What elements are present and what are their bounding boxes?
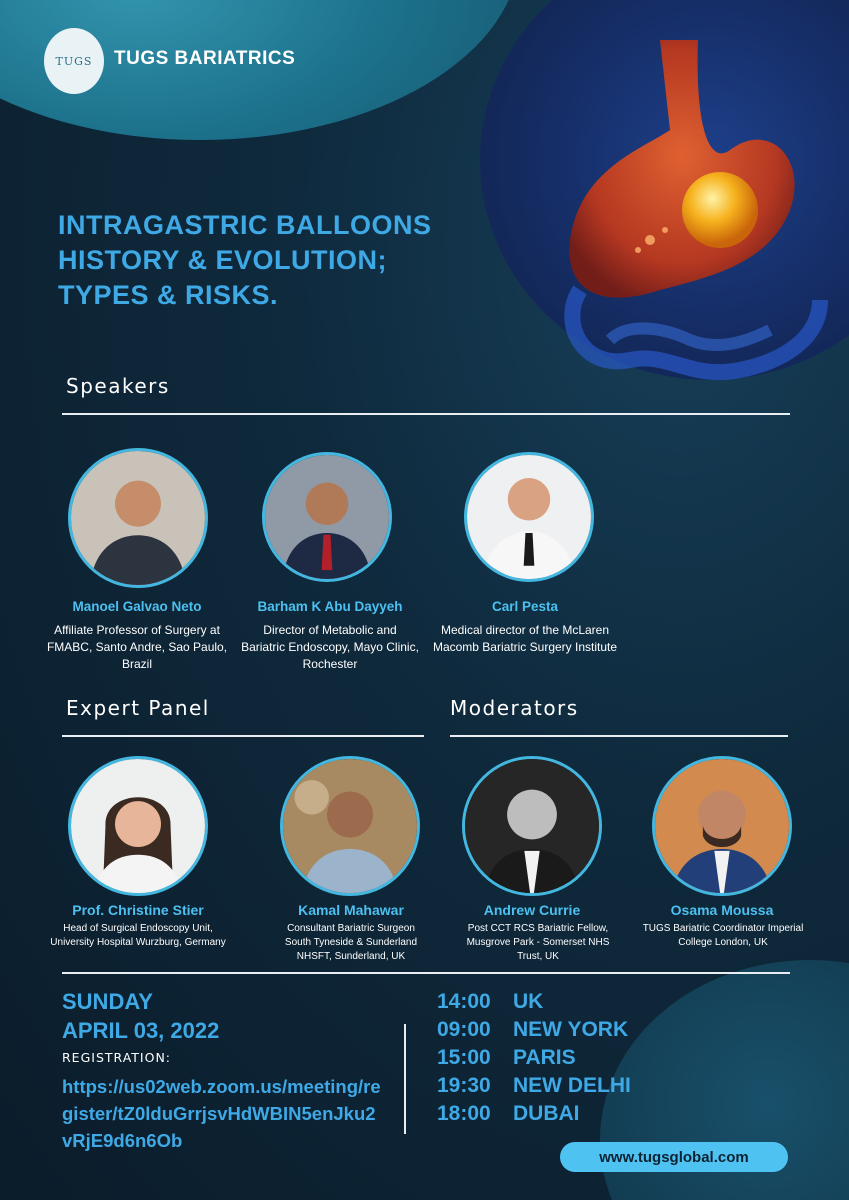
tugs-logo — [44, 28, 104, 94]
logo-text: TUGS — [55, 54, 93, 68]
title-line: HISTORY & EVOLUTION; — [58, 245, 388, 275]
vertical-divider — [404, 1024, 406, 1134]
speaker-name: Manoel Galvao Neto — [72, 599, 202, 614]
time-place: PARIS — [513, 1046, 576, 1069]
time-zone-row — [437, 1100, 631, 1128]
time-zone-row — [437, 988, 631, 1016]
speaker-photo — [262, 452, 392, 582]
event-date-block — [62, 988, 402, 1154]
time-zone-row — [437, 1044, 631, 1072]
time-place: UK — [513, 990, 544, 1013]
brand-name: TUGS BARIATRICS — [114, 48, 296, 69]
speaker-role: Affiliate Professor of Surgery at FMABC, Santo Andre, Sao Paulo, Brazil — [46, 623, 228, 671]
registration-label: REGISTRATION: — [62, 1050, 172, 1065]
moderator-role: TUGS Bariatric Coordinator Imperial College London, UK — [642, 923, 804, 948]
panelist-photo — [68, 756, 208, 896]
event-day: SUNDAY — [62, 989, 153, 1014]
speakers-heading: Speakers — [66, 374, 170, 398]
website-button[interactable]: www.tugsglobal.com — [560, 1142, 788, 1172]
time-zone-row — [437, 1072, 631, 1100]
moderators-heading: Moderators — [450, 696, 579, 720]
speaker-photo — [464, 452, 594, 582]
speaker-photo — [68, 448, 208, 588]
panelist-role: Consultant Bariatric Surgeon South Tyneside & Sunderland NHSFT, Sunderland, UK — [284, 923, 418, 962]
stomach-illustration — [520, 40, 840, 400]
time-zone-row — [437, 1016, 631, 1044]
time-value: 09:00 — [437, 1018, 491, 1041]
panelist-photo — [280, 756, 420, 896]
event-title — [58, 208, 478, 313]
speaker-name: Carl Pesta — [491, 599, 559, 614]
event-date: APRIL 03, 2022 — [62, 1018, 220, 1043]
moderator-name: Andrew Currie — [483, 902, 581, 918]
speakers-divider — [62, 413, 790, 415]
panelist-name: Kamal Mahawar — [298, 902, 404, 918]
speaker-name: Barham K Abu Dayyeh — [257, 599, 403, 614]
title-line: INTRAGASTRIC BALLOONS — [58, 210, 432, 240]
speaker-role: Medical director of the McLaren Macomb Bariatric Surgery Institute — [432, 623, 618, 654]
moderator-photo — [462, 756, 602, 896]
time-zones-list — [437, 988, 631, 1128]
panelist-name: Prof. Christine Stier — [72, 902, 204, 918]
registration-link[interactable]: https://us02web.zoom.us/meeting/register/tZ0lduGrrjsvHdWBIN5enJku2vRjE9d6n6Ob — [62, 1076, 381, 1151]
expert-panel-divider — [62, 735, 424, 737]
time-value: 15:00 — [437, 1046, 491, 1069]
time-value: 19:30 — [437, 1074, 491, 1097]
moderator-photo — [652, 756, 792, 896]
time-value: 14:00 — [437, 990, 491, 1013]
time-place: NEW DELHI — [513, 1074, 631, 1097]
title-line: TYPES & RISKS. — [58, 280, 279, 310]
bottom-divider — [62, 972, 790, 974]
moderators-divider — [450, 735, 788, 737]
moderator-role: Post CCT RCS Bariatric Fellow, Musgrove Park - Somerset NHS Trust, UK — [466, 923, 610, 962]
speaker-role: Director of Metabolic and Bariatric Endoscopy, Mayo Clinic, Rochester — [241, 623, 419, 671]
time-place: NEW YORK — [513, 1018, 629, 1041]
time-value: 18:00 — [437, 1102, 491, 1125]
time-place: DUBAI — [513, 1102, 580, 1125]
moderator-name: Osama Moussa — [670, 902, 774, 918]
panelist-role: Head of Surgical Endoscopy Unit, University Hospital Wurzburg, Germany — [50, 923, 226, 948]
expert-panel-heading: Expert Panel — [66, 696, 210, 720]
